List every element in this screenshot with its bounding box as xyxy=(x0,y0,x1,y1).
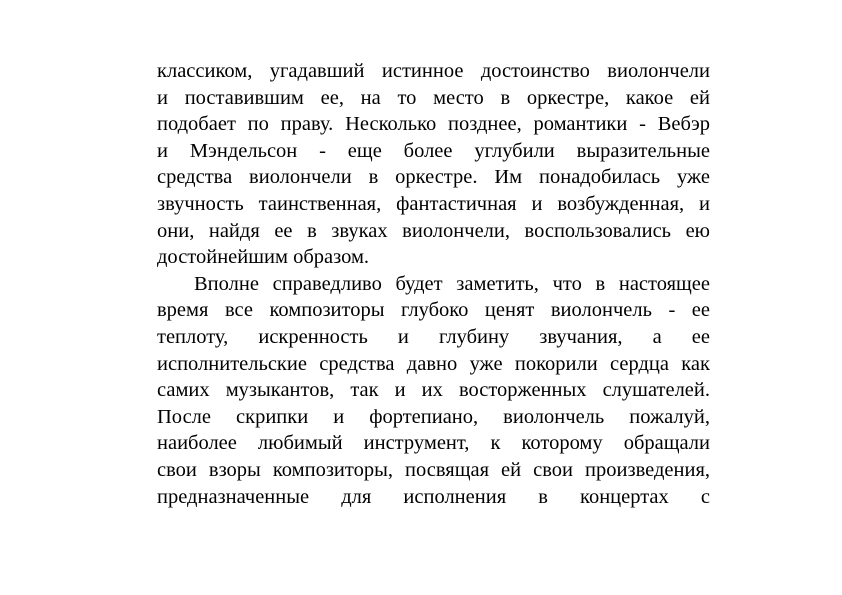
text-line: самих музыкантов, так и их восторженных слушателей. xyxy=(157,379,710,402)
text-line: и Мэндельсон - еще более углубили выразительные xyxy=(157,139,710,162)
text-line: они, найдя ее в звуках виолончели, воспользовались ею xyxy=(157,219,710,242)
text-line: После скрипки и фортепиано, виолончель пожалуй, xyxy=(157,405,710,428)
text-line: Вполне справедливо будет заметить, что в настоящее xyxy=(194,272,710,295)
text-line: и поставившим ее, на то место в оркестре, какое ей xyxy=(157,86,710,109)
paragraph-2 xyxy=(157,271,710,510)
text-line: время все композиторы глубоко ценят виолончель - ее xyxy=(157,299,710,322)
text-line: звучность таинственная, фантастичная и возбужденная, и xyxy=(157,192,710,215)
text-line: теплоту, искренность и глубину звучания, а ее xyxy=(157,325,710,348)
paragraph-1 xyxy=(157,58,710,271)
text-line: подобает по праву. Несколько позднее, романтики - Вебэр xyxy=(157,113,710,136)
text-line: средства виолончели в оркестре. Им понадобилась уже xyxy=(157,166,710,189)
text-line: свои взоры композиторы, посвящая ей свои произведения, xyxy=(157,458,710,481)
text-line: предназначенные для исполнения в концертах с xyxy=(157,485,710,508)
document-body xyxy=(157,58,710,510)
text-line: достойнейшим образом. xyxy=(157,246,370,269)
text-line: наиболее любимый инструмент, к которому обращали xyxy=(157,432,710,455)
text-line: исполнительские средства давно уже покорили сердца как xyxy=(157,352,710,375)
text-line: классиком, угадавший истинное достоинство виолончели xyxy=(157,60,710,82)
